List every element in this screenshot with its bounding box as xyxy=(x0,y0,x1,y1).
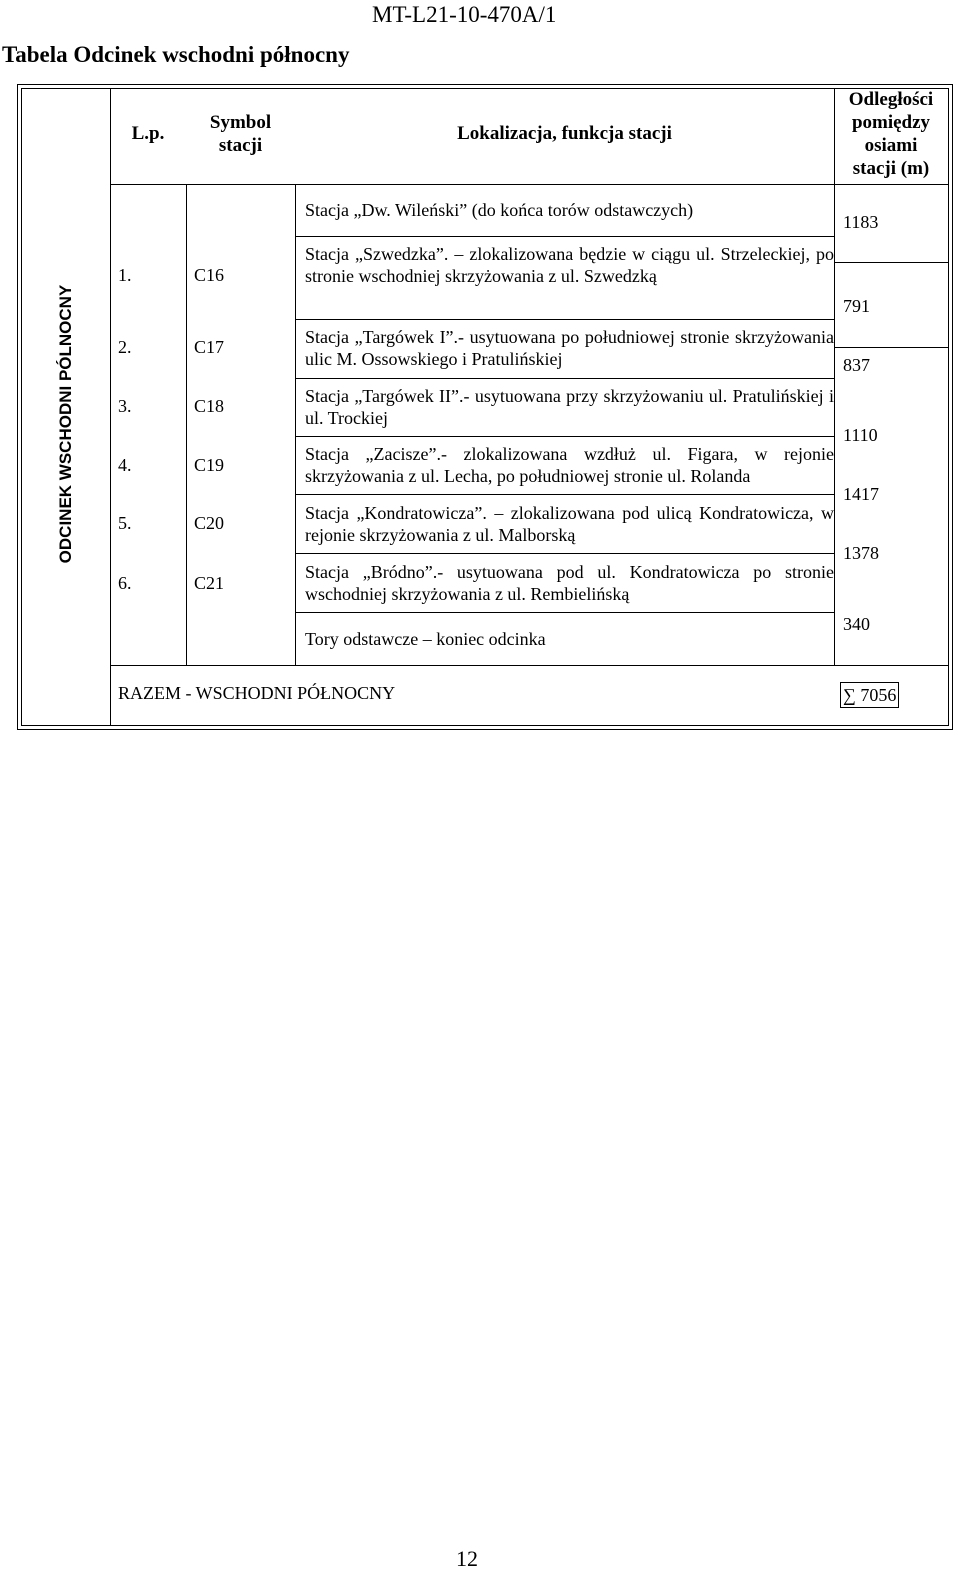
total-value: ∑ 7056 xyxy=(840,682,899,708)
distance-value: 1417 xyxy=(843,484,879,504)
divider xyxy=(295,494,834,495)
divider xyxy=(295,553,834,554)
section-label-cell xyxy=(21,184,111,664)
header-location: Lokalizacja, funkcja stacji xyxy=(457,123,672,144)
divider xyxy=(834,262,948,263)
divider xyxy=(186,184,187,665)
row-lp: 4. xyxy=(118,455,132,475)
row-location: Stacja „Zacisze”.- zlokalizowana wzdłuż ul. Figara, w rejonie skrzyżowania z ul. Lecha, po południowej stronie ul. Rolanda xyxy=(305,444,834,486)
header-distance-line1: Odległości xyxy=(848,89,934,110)
row-symbol: C18 xyxy=(194,396,225,416)
row-location: Stacja „Targówek I”.- usytuowana po południowej stronie skrzyżowania ulic M. Ossowskiego i Pratulińskiej xyxy=(305,327,834,369)
page-number: 12 xyxy=(456,1546,478,1571)
total-label: RAZEM - WSCHODNI PÓŁNOCNY xyxy=(118,683,396,703)
document-title: Tabela Odcinek wschodni północny xyxy=(2,42,350,67)
header-lp: L.p. xyxy=(131,123,165,144)
row-location: Stacja „Szwedzka”. – zlokalizowana będzie w ciągu ul. Strzeleckiej, po stronie wschodniej skrzyżowania z ul. Szwedzką xyxy=(305,244,834,286)
row-symbol: C19 xyxy=(194,455,225,475)
row-location: Tory odstawcze – koniec odcinka xyxy=(305,629,546,649)
header-symbol-line2: stacji xyxy=(218,135,263,156)
section-label: ODCINEK WSCHODNI PÓLNOCNY xyxy=(56,284,75,564)
distance-value: 791 xyxy=(843,296,870,316)
divider xyxy=(295,236,834,237)
distance-value: 340 xyxy=(843,614,870,634)
row-location: Stacja „Dw. Wileński” (do końca torów odstawczych) xyxy=(305,200,694,220)
row-lp: 3. xyxy=(118,396,132,416)
header-symbol xyxy=(186,111,295,157)
divider xyxy=(834,347,948,348)
header-distance xyxy=(834,88,948,180)
row-location: Stacja „Bródno”.- usytuowana pod ul. Kondratowicza po stronie wschodniej skrzyżowania z ul. Rembielińską xyxy=(305,562,834,604)
divider xyxy=(295,436,834,437)
distance-value: 1378 xyxy=(843,543,879,563)
row-location: Stacja „Kondratowicza”. – zlokalizowana pod ulicą Kondratowicza, w rejonie skrzyżowania z ul. Malborską xyxy=(305,503,834,545)
row-lp: 2. xyxy=(118,337,132,357)
divider xyxy=(295,319,834,320)
distance-value: 1183 xyxy=(843,212,879,232)
row-lp: 1. xyxy=(118,265,132,285)
header-distance-line2: pomiędzy xyxy=(851,112,931,133)
distance-value: 837 xyxy=(843,355,870,375)
row-location: Stacja „Targówek II”.- usytuowana przy skrzyżowaniu ul. Pratulińskiej i ul. Trockiej xyxy=(305,386,834,428)
row-symbol: C16 xyxy=(194,265,225,285)
row-symbol: C20 xyxy=(194,513,225,533)
divider xyxy=(295,612,834,613)
distance-value: 1110 xyxy=(843,425,878,445)
header-symbol-line1: Symbol xyxy=(209,112,272,133)
row-lp: 6. xyxy=(118,573,132,593)
divider xyxy=(295,184,296,665)
divider xyxy=(295,378,834,379)
row-lp: 5. xyxy=(118,513,132,533)
row-symbol: C21 xyxy=(194,573,225,593)
divider xyxy=(110,665,948,666)
document-code: MT-L21-10-470A/1 xyxy=(372,2,557,27)
header-distance-line3: osiami xyxy=(864,135,918,156)
row-symbol: C17 xyxy=(194,337,225,357)
header-distance-line4: stacji (m) xyxy=(852,158,930,179)
divider xyxy=(110,184,948,185)
